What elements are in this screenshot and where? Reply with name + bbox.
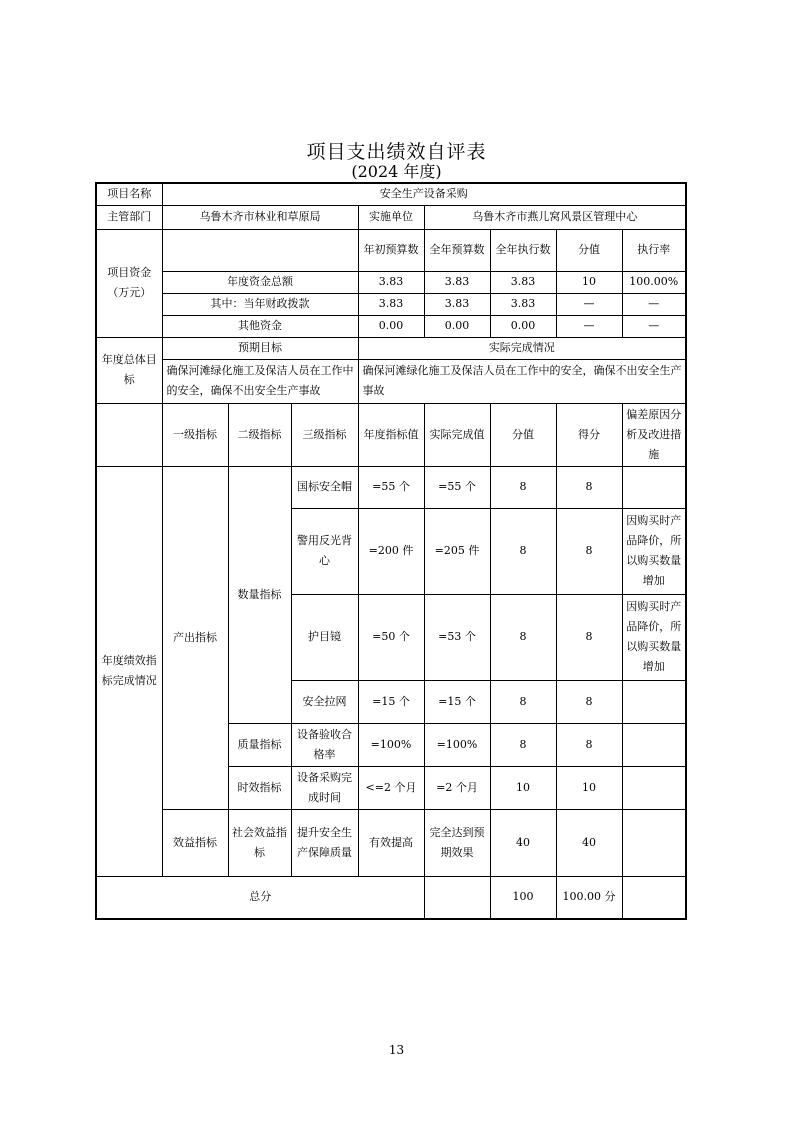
indicator-header-blank — [96, 403, 162, 466]
funds-row-name: 其中：当年财政拨款 — [162, 293, 358, 315]
indicator-row — [96, 809, 686, 876]
actual-cell: 完全达到预期效果 — [424, 809, 490, 876]
funds-cell: 3.83 — [490, 293, 556, 315]
funds-header: 全年预算数 — [424, 229, 490, 271]
reason-cell: 因购买时产品降价，所以购买数量增加 — [622, 508, 686, 594]
reason-cell — [622, 766, 686, 809]
got-cell: 8 — [556, 508, 622, 594]
funds-cell: 100.00% — [622, 271, 686, 293]
funds-header: 分值 — [556, 229, 622, 271]
level1-output: 产出指标 — [162, 466, 228, 809]
funds-header: 年初预算数 — [358, 229, 424, 271]
total-score: 100 — [490, 876, 556, 919]
score-cell: 10 — [490, 766, 556, 809]
level3-cell: 设备采购完成时间 — [291, 766, 358, 809]
funds-header-row — [96, 229, 686, 271]
actual-cell: =55 个 — [424, 466, 490, 508]
expected-goal-text: 确保河滩绿化施工及保洁人员在工作中的安全，确保不出安全生产事故 — [162, 359, 358, 403]
dept-value: 乌鲁木齐市林业和草原局 — [162, 205, 358, 229]
funds-label: 项目资金 （万元） — [96, 229, 162, 337]
funds-row — [96, 271, 686, 293]
target-cell: <=2 个月 — [358, 766, 424, 809]
target-cell: =200 件 — [358, 508, 424, 594]
goals-header-row — [96, 337, 686, 359]
got-cell: 8 — [556, 723, 622, 766]
total-label: 总分 — [96, 876, 424, 919]
reason-cell: 因购买时产品降价，所以购买数量增加 — [622, 594, 686, 680]
indicator-header: 三级指标 — [291, 403, 358, 466]
actual-cell: =100% — [424, 723, 490, 766]
funds-row — [96, 293, 686, 315]
indicator-section-label: 年度绩效指标完成情况 — [96, 466, 162, 876]
target-cell: =15 个 — [358, 680, 424, 723]
funds-row-name: 其他资金 — [162, 315, 358, 337]
indicator-header: 分值 — [490, 403, 556, 466]
funds-cell: 10 — [556, 271, 622, 293]
got-cell: 8 — [556, 594, 622, 680]
goals-text-row — [96, 359, 686, 403]
performance-table — [95, 182, 687, 920]
target-cell: 有效提高 — [358, 809, 424, 876]
funds-cell: 3.83 — [424, 293, 490, 315]
level3-cell: 设备验收合格率 — [291, 723, 358, 766]
actual-goal-header: 实际完成情况 — [358, 337, 686, 359]
score-cell: 40 — [490, 809, 556, 876]
score-cell: 8 — [490, 723, 556, 766]
indicator-header: 一级指标 — [162, 403, 228, 466]
funds-cell: 0.00 — [424, 315, 490, 337]
score-cell: 8 — [490, 466, 556, 508]
dept-label: 主管部门 — [96, 205, 162, 229]
project-name-label: 项目名称 — [96, 183, 162, 205]
unit-value: 乌鲁木齐市燕儿窝风景区管理中心 — [424, 205, 686, 229]
target-cell: =50 个 — [358, 594, 424, 680]
indicator-row — [96, 466, 686, 508]
indicator-header-row — [96, 403, 686, 466]
level2-social: 社会效益指标 — [228, 809, 291, 876]
funds-cell: 0.00 — [358, 315, 424, 337]
funds-cell: 3.83 — [358, 293, 424, 315]
funds-cell: 0.00 — [490, 315, 556, 337]
level3-cell: 国标安全帽 — [291, 466, 358, 508]
got-cell: 10 — [556, 766, 622, 809]
funds-cell: — — [622, 293, 686, 315]
page-subtitle: (2024 年度) — [351, 162, 442, 181]
score-cell: 8 — [490, 680, 556, 723]
funds-header: 全年执行数 — [490, 229, 556, 271]
funds-cell: — — [556, 293, 622, 315]
target-cell: =55 个 — [358, 466, 424, 508]
total-got: 100.00 分 — [556, 876, 622, 919]
actual-cell: =2 个月 — [424, 766, 490, 809]
expected-goal-header: 预期目标 — [162, 337, 358, 359]
total-blank — [424, 876, 490, 919]
reason-cell — [622, 680, 686, 723]
funds-header: 执行率 — [622, 229, 686, 271]
unit-label: 实施单位 — [358, 205, 424, 229]
goals-label: 年度总体目标 — [96, 337, 162, 403]
funds-cell: 3.83 — [358, 271, 424, 293]
funds-cell: — — [622, 315, 686, 337]
level3-cell: 提升安全生产保障质量 — [291, 809, 358, 876]
project-name-value: 安全生产设备采购 — [162, 183, 686, 205]
level3-cell: 安全拉网 — [291, 680, 358, 723]
got-cell: 8 — [556, 680, 622, 723]
level2-quality: 质量指标 — [228, 723, 291, 766]
actual-cell: =53 个 — [424, 594, 490, 680]
score-cell: 8 — [490, 508, 556, 594]
got-cell: 40 — [556, 809, 622, 876]
actual-goal-text: 确保河滩绿化施工及保洁人员在工作中的安全，确保不出安全生产事故 — [358, 359, 686, 403]
level3-cell: 护目镜 — [291, 594, 358, 680]
indicator-header: 得分 — [556, 403, 622, 466]
indicator-header: 年度指标值 — [358, 403, 424, 466]
level2-time: 时效指标 — [228, 766, 291, 809]
page-number: 13 — [388, 1043, 405, 1057]
level3-cell: 警用反光背心 — [291, 508, 358, 594]
indicator-header: 二级指标 — [228, 403, 291, 466]
funds-cell: — — [556, 315, 622, 337]
funds-header-blank — [162, 229, 358, 271]
indicator-header: 偏差原因分析及改进措施 — [622, 403, 686, 466]
project-name-row — [96, 183, 686, 205]
reason-cell — [622, 809, 686, 876]
page-title: 项目支出绩效自评表 — [306, 141, 487, 163]
reason-cell — [622, 723, 686, 766]
funds-cell: 3.83 — [490, 271, 556, 293]
dept-row — [96, 205, 686, 229]
target-cell: =100% — [358, 723, 424, 766]
actual-cell: =205 件 — [424, 508, 490, 594]
score-cell: 8 — [490, 594, 556, 680]
indicator-header: 实际完成值 — [424, 403, 490, 466]
level2-quantity: 数量指标 — [228, 466, 291, 723]
level1-benefit: 效益指标 — [162, 809, 228, 876]
funds-cell: 3.83 — [424, 271, 490, 293]
total-row — [96, 876, 686, 919]
funds-row-name: 年度资金总额 — [162, 271, 358, 293]
funds-row — [96, 315, 686, 337]
total-reason-blank — [622, 876, 686, 919]
got-cell: 8 — [556, 466, 622, 508]
reason-cell — [622, 466, 686, 508]
actual-cell: =15 个 — [424, 680, 490, 723]
